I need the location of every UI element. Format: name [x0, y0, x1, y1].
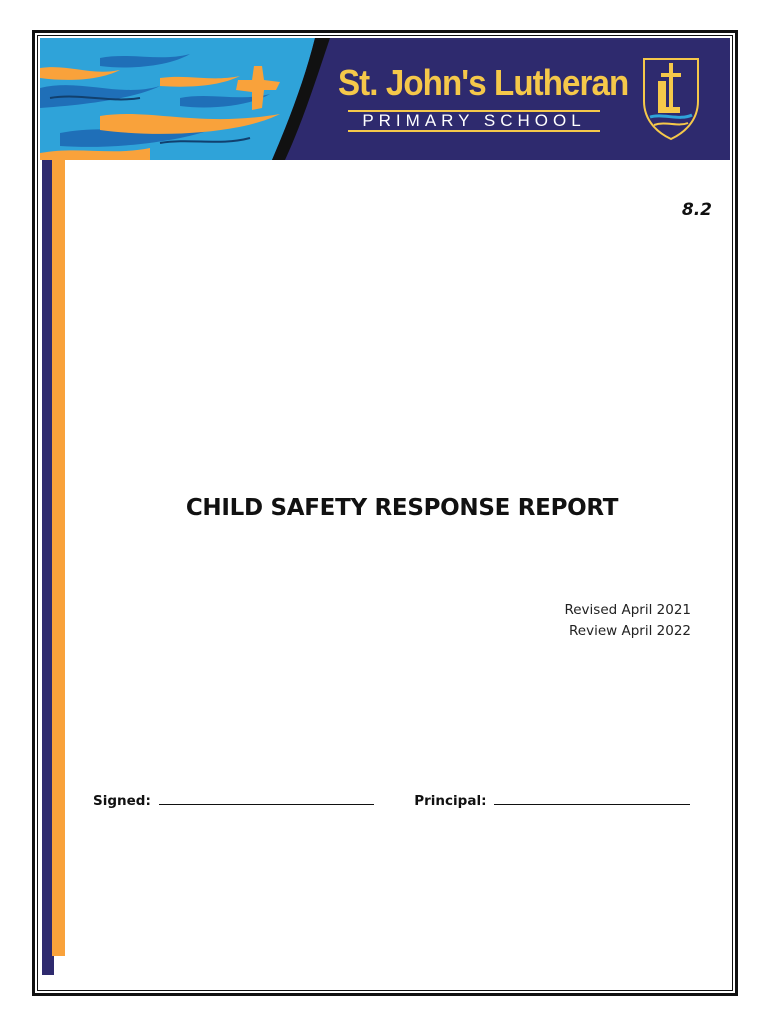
revision-info — [564, 600, 691, 642]
document-number: 8.2 — [681, 200, 712, 220]
review-date: Review April 2022 — [569, 623, 691, 639]
signed-label: Signed: — [93, 793, 151, 809]
school-crest-icon — [636, 55, 706, 141]
school-name: St. John's Lutheran — [338, 62, 629, 103]
revised-date: Revised April 2021 — [564, 602, 691, 618]
principal-line[interactable] — [494, 790, 690, 805]
principal-label: Principal: — [414, 793, 487, 809]
document-title: CHILD SAFETY RESPONSE REPORT — [185, 495, 619, 521]
signature-row — [93, 790, 690, 809]
flag-pole — [52, 160, 65, 956]
school-subtitle: PRIMARY SCHOOL — [348, 110, 600, 132]
signed-line[interactable] — [159, 790, 374, 805]
